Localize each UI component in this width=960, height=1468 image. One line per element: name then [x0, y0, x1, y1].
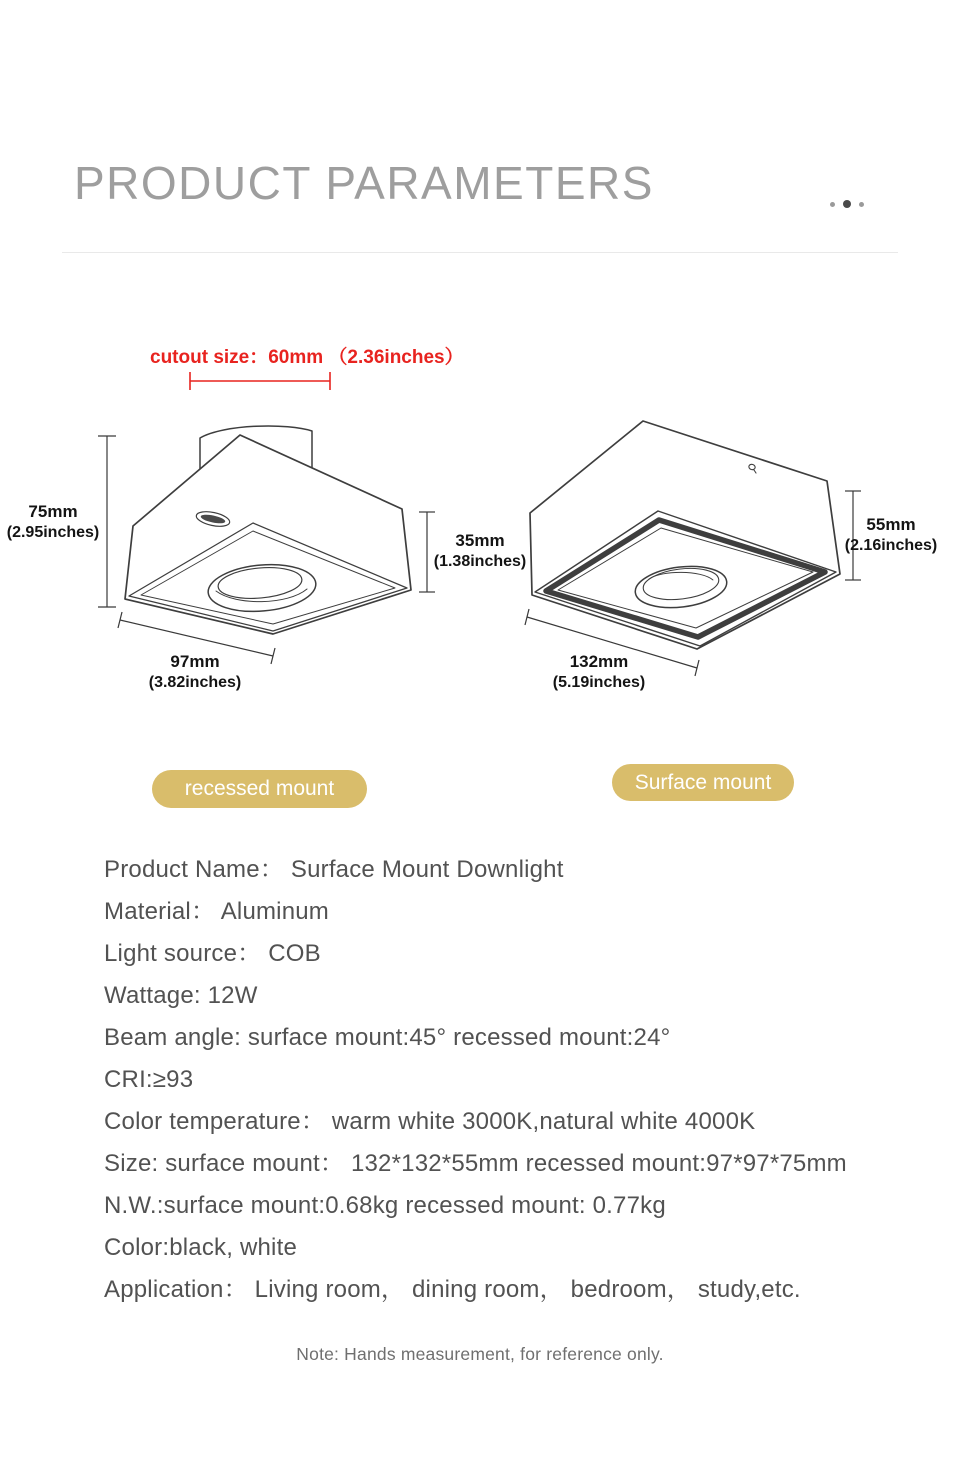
cutout-dimension-line [190, 372, 330, 390]
spec-line-product-name: Product Name： Surface Mount Downlight [104, 856, 564, 883]
cutout-size-label: cutout size：60mm （2.36inches） [150, 347, 464, 368]
dimension-value: 132mm [569, 652, 629, 671]
lamp-body [530, 421, 840, 649]
measurement-note: Note: Hands measurement, for reference only. [296, 1344, 664, 1364]
spec-line-net-weight: N.W.:surface mount:0.68kg recessed mount: 0.77kg [104, 1192, 666, 1219]
dimension-value: 55mm [866, 515, 916, 534]
dimension-label-132mm [540, 651, 658, 693]
spec-line-wattage: Wattage: 12W [104, 982, 258, 1009]
dot-small-left [830, 202, 835, 207]
dimension-inches: (1.38inches) [433, 553, 527, 570]
ellipsis-dots-icon [830, 200, 864, 208]
dimension-label-55mm [835, 514, 947, 556]
dimension-value: 75mm [28, 502, 78, 521]
dimension-label-35mm [425, 530, 535, 572]
dimension-inches: (2.16inches) [844, 537, 938, 554]
spec-line-cri: CRI:≥93 [104, 1066, 194, 1093]
spec-line-light-source: Light source： COB [104, 940, 321, 967]
dimension-label-97mm [140, 651, 250, 693]
spec-line-beam-angle: Beam angle: surface mount:45° recessed mount:24° [104, 1024, 671, 1051]
header-divider [62, 252, 898, 253]
spec-line-application: Application： Living room， dining room， bedroom， study,etc. [104, 1276, 801, 1303]
dot-small-right [859, 202, 864, 207]
spec-line-color: Color:black, white [104, 1234, 298, 1261]
dimension-inches: (2.95inches) [6, 524, 100, 541]
spec-line-color-temperature: Color temperature： warm white 3000K,natural white 4000K [104, 1108, 756, 1135]
page-title: PRODUCT PARAMETERS [74, 157, 654, 209]
dimension-value: 35mm [455, 531, 505, 550]
dot-large-center [843, 200, 851, 208]
dimension-value: 97mm [170, 652, 220, 671]
recessed-mount-badge: recessed mount [152, 770, 367, 808]
spec-list [104, 849, 934, 1311]
lamp-body [125, 435, 411, 634]
dimension-label-75mm [0, 501, 106, 543]
dimension-inches: (3.82inches) [148, 674, 242, 691]
dimension-inches: (5.19inches) [552, 674, 646, 691]
spec-line-material: Material： Aluminum [104, 898, 330, 925]
surface-mount-badge: Surface mount [612, 764, 794, 801]
spec-line-size: Size: surface mount： 132*132*55mm recessed mount:97*97*75mm [104, 1150, 847, 1177]
